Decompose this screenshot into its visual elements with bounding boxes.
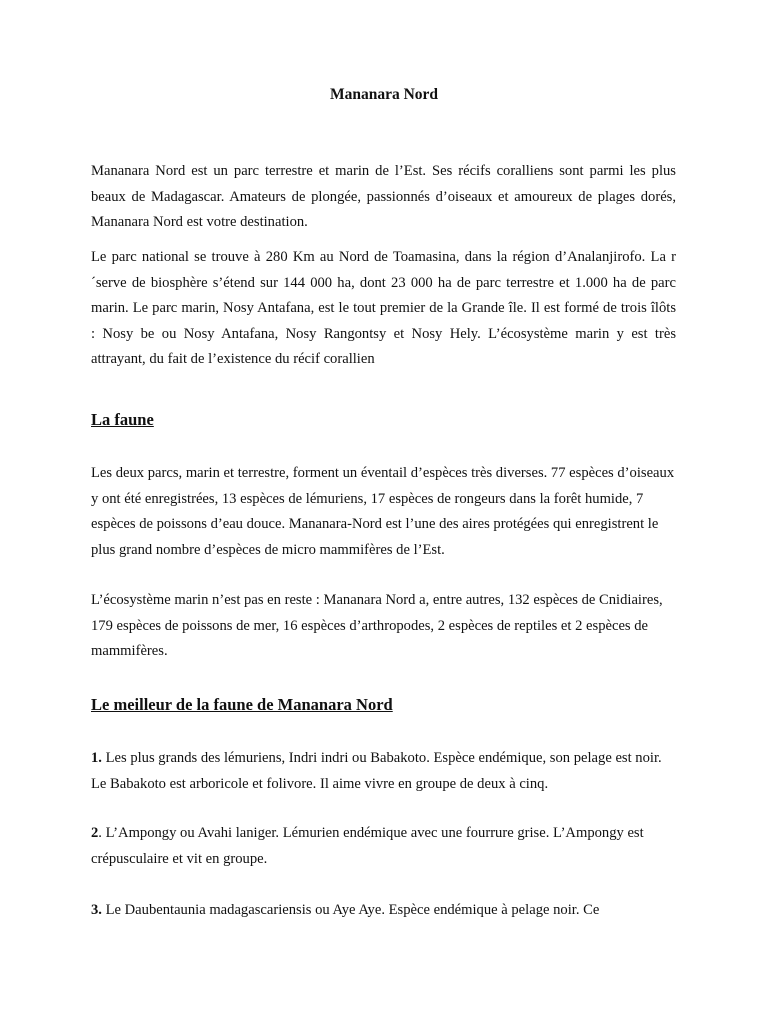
section-heading-faune: La faune	[91, 410, 154, 429]
page-title: Mananara Nord	[329, 86, 439, 103]
list-item-number: 1.	[91, 750, 102, 766]
intro-paragraph-1: Mananara Nord est un parc terrestre et marin de l’Est. Ses récifs coralliens sont parmi les plus beaux de Madagascar. Amateurs de plongée, passionnés d’oiseaux et amoureux de plages dorés, Mananara Nord est votre destination.	[91, 163, 676, 230]
list-item-number: 3.	[91, 902, 102, 918]
list-item	[91, 898, 676, 924]
list-item-text: Le Daubentaunia madagascariensis ou Aye Aye. Espèce endémique à pelage noir. Ce	[101, 902, 600, 918]
list-item	[91, 821, 676, 872]
faune-paragraph-1: Les deux parcs, marin et terrestre, forment un éventail d’espèces très diverses. 77 espèces d’oiseaux y ont été enregistrées, 13 espèces de lémuriens, 17 espèces de rongeurs dans la forêt humide, 7 espèces de poissons d’eau douce. Mananara-Nord est l’une des aires protégées qui enregistrent le plus grand nombre d’espèces de micro mammifères de l’Est.	[91, 465, 675, 558]
section-heading-best: Le meilleur de la faune de Mananara Nord	[91, 695, 393, 714]
list-item-number: 2	[91, 825, 99, 841]
intro-paragraph-2: Le parc national se trouve à 280 Km au Nord de Toamasina, dans la région d’Analanjirofo. La r´serve de biosphère s’étend sur 144 000 ha, dont 23 000 ha de parc terrestre et 1.000 ha de parc marin. Le parc marin, Nosy Antafana, est le tout premier de la Grande île. Il est formé de trois îlôts : Nosy be ou Nosy Antafana, Nosy Rangontsy et Nosy Hely. L’écosystème marin y est très attrayant, du fait de l’existence du récif corallien	[91, 249, 676, 367]
list-item	[91, 746, 676, 797]
list-item-text: Les plus grands des lémuriens, Indri indri ou Babakoto. Espèce endémique, son pelage est noir. Le Babakoto est arboricole et folivore. Il aime vivre en groupe de deux à cinq.	[91, 750, 662, 792]
list-item-text: . L’Ampongy ou Avahi laniger. Lémurien endémique avec une fourrure grise. L’Ampongy est crépusculaire et vit en groupe.	[91, 825, 644, 867]
faune-paragraph-2: L’écosystème marin n’est pas en reste : Mananara Nord a, entre autres, 132 espèces de Cnidiaires, 179 espèces de poissons de mer, 16 espèces d’arthropodes, 2 espèces de reptiles et 2 espèces de mammifères.	[91, 592, 663, 659]
